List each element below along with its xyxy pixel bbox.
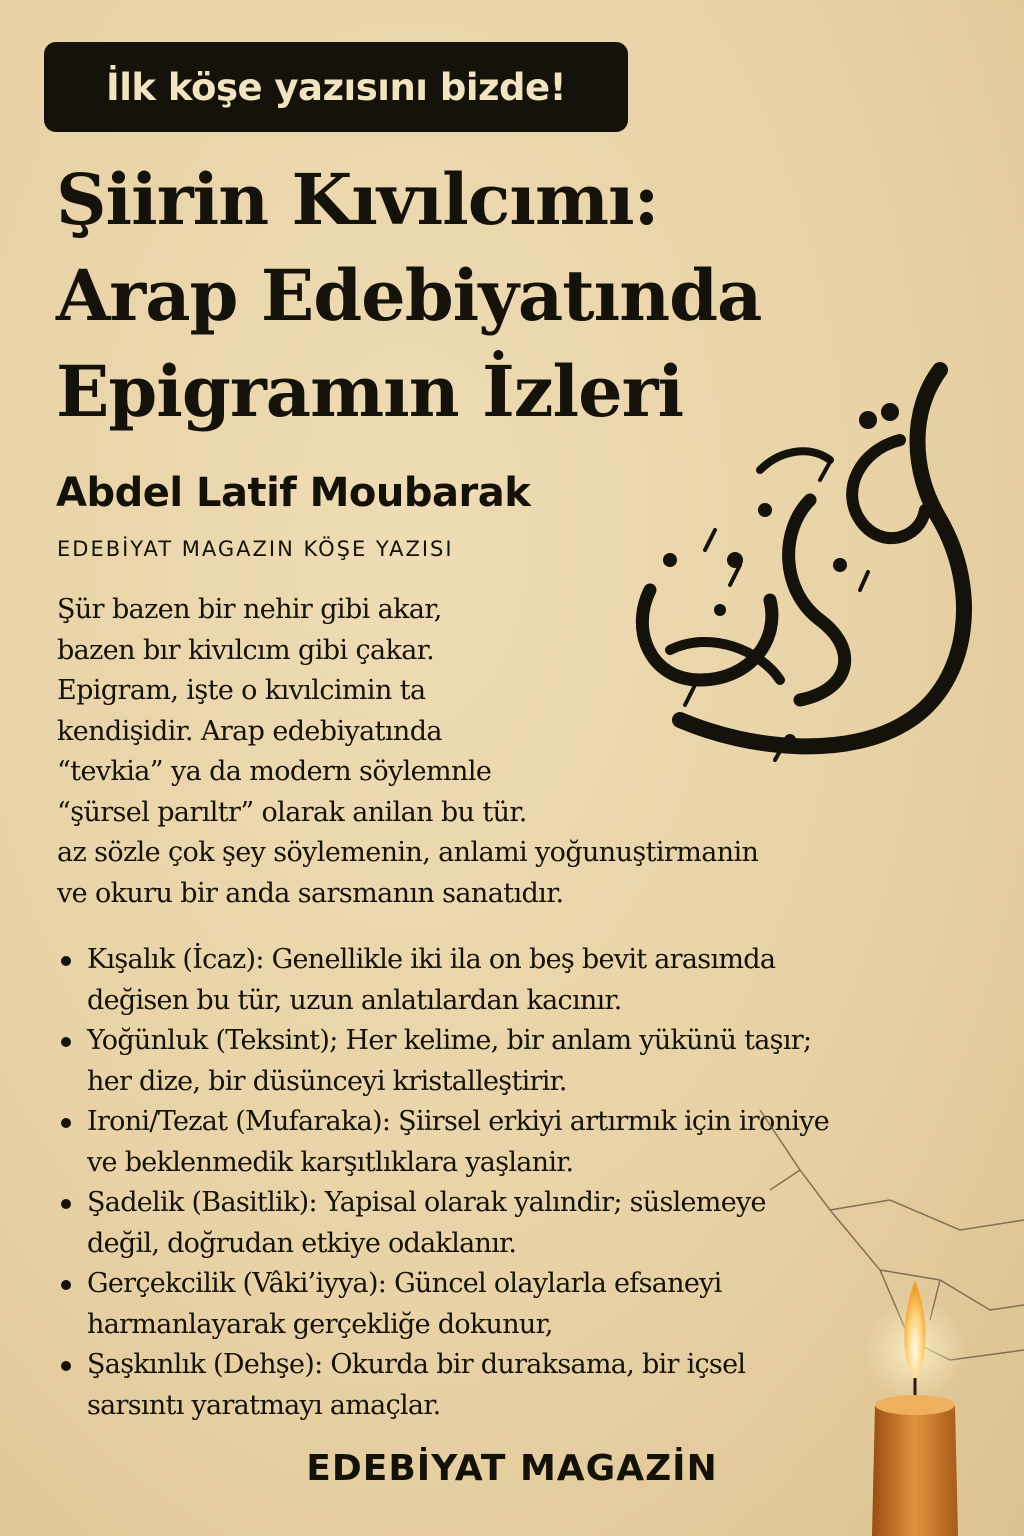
intro-line: bazen bır kivılcım gibi çakar. xyxy=(57,634,435,666)
author-name: Abdel Latif Moubarak xyxy=(56,470,531,516)
list-item-line: Kışalık (İcaz): Genellikle iki ila on beş bevit arasımda xyxy=(87,944,776,975)
list-item xyxy=(57,940,977,1021)
intro-line: kendişidir. Arap edebiyatında xyxy=(57,715,442,747)
list-item-line: Şaşkınlık (Dehşe): Okurda bir duraksama, bir içsel xyxy=(87,1349,746,1380)
intro-paragraph xyxy=(57,590,897,914)
headline-tag xyxy=(44,42,628,132)
candle-icon xyxy=(860,1270,970,1536)
list-item-line: sarsıntı yaratmayı amaçlar. xyxy=(87,1389,441,1421)
intro-line: az sözle çok şey söylemenin, anlami yoğunuştirmanin xyxy=(57,837,759,868)
magazine-brand: EDEBİYAT MAGAZİN xyxy=(306,1448,718,1489)
title-line: Epigramın İzleri xyxy=(56,350,684,433)
intro-line: “şürsel parıltr” olarak anilan bu tür. xyxy=(57,796,527,828)
title-line: Arap Edebiyatında xyxy=(56,254,762,337)
title-line: Şiirin Kıvılcımı: xyxy=(56,158,659,241)
list-item-line: değil, doğrudan etkiye odaklanır. xyxy=(87,1227,517,1259)
list-item-line: her dize, bir düsünceyi kristalleştirir. xyxy=(87,1065,567,1097)
intro-line: Şür bazen bir nehir gibi akar, xyxy=(57,594,442,625)
list-item-line: Gerçekcilik (Vâki’iyya): Güncel olaylarla efsaneyi xyxy=(87,1268,722,1299)
list-item-line: Yoğünluk (Teksint); Her kelime, bir anlam yükünü taşır; xyxy=(87,1025,812,1056)
list-item-line: ve beklenmedik karşıtlıklara yaşlanir. xyxy=(87,1146,574,1178)
headline-tag-text: İlk köşe yazısını bizde! xyxy=(105,65,567,109)
list-item-line: değisen bu tür, uzun anlatılardan kacınır. xyxy=(87,984,622,1016)
list-item-line: Şadelik (Basitlik): Yapisal olarak yalındir; süslemeye xyxy=(87,1187,766,1218)
list-item-line: harmanlayarak gerçekliğe dokunur, xyxy=(87,1308,553,1340)
column-label: EDEBİYAT MAGAZIN KÖŞE YAZISI xyxy=(57,537,454,561)
intro-line: ve okuru bir anda sarsmanın sanatıdır. xyxy=(57,877,564,909)
list-item-line: Ironi/Tezat (Mufaraka): Şiirsel erkiyi artırmık için ironiye xyxy=(87,1106,830,1137)
intro-line: “tevkia” ya da modern söylemnle xyxy=(57,756,492,787)
intro-line: Epigram, işte o kıvılcimin ta xyxy=(57,675,426,706)
list-item xyxy=(57,1021,977,1102)
